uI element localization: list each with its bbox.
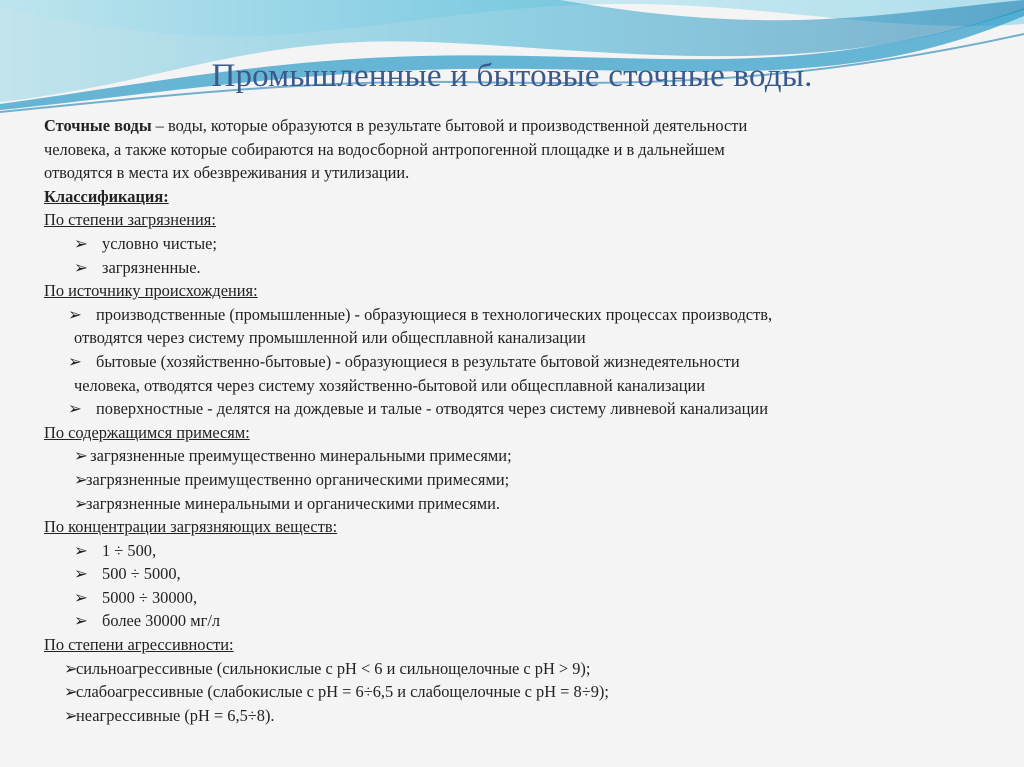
definition-line-1 — [44, 114, 1004, 138]
classification-heading: Классификация: — [44, 186, 169, 206]
arrow-bullet-icon: ➢ — [64, 705, 78, 725]
arrow-bullet-icon: ➢ — [74, 587, 88, 607]
origin-heading: По источнику происхождения: — [44, 281, 258, 301]
definition-term: Сточные воды — [44, 116, 152, 135]
definition-line-2: человека, а также которые собираются на водосборной антропогенной площадке и в дальнейшем — [44, 139, 725, 159]
arrow-bullet-icon: ➢ — [74, 564, 88, 584]
list-item: ➢ 1 ÷ 500, — [44, 539, 1004, 563]
arrow-bullet-icon: ➢ — [74, 469, 88, 489]
list-item-continuation: отводятся через систему промышленной или общесплавной канализации — [74, 328, 586, 348]
pollution-heading: По степени загрязнения: — [44, 210, 216, 230]
arrow-bullet-icon: ➢ — [68, 351, 82, 371]
list-item: ➢неагрессивные (pH = 6,5÷8). — [44, 704, 1004, 728]
list-item: ➢ более 30000 мг/л — [44, 609, 1004, 633]
arrow-bullet-icon: ➢ — [74, 540, 88, 560]
list-item: ➢загрязненные минеральными и органическими примесями. — [44, 492, 1004, 516]
list-item: ➢ бытовые (хозяйственно-бытовые) - образующиеся в результате бытовой жизнедеятельности — [44, 350, 1004, 374]
arrow-bullet-icon: ➢ — [74, 493, 88, 513]
list-item: ➢ 500 ÷ 5000, — [44, 562, 1004, 586]
definition-line-3: отводятся в места их обезвреживания и утилизации. — [44, 163, 410, 183]
impurities-heading: По содержащимся примесям: — [44, 422, 250, 442]
list-item: ➢сильноагрессивные (сильнокислые с pH < 6 и сильнощелочные с pH > 9); — [44, 657, 1004, 681]
definition-text-1: – воды, которые образуются в результате бытовой и производственной деятельности — [151, 116, 748, 135]
list-item: ➢ условно чистые; — [44, 232, 1004, 256]
slide-title: Промышленные и бытовые сточные воды. — [211, 58, 813, 94]
list-item: ➢ загрязненные. — [44, 256, 1004, 280]
list-item: ➢слабоагрессивные (слабокислые с pH = 6÷6,5 и слабощелочные с pH = 8÷9); — [44, 680, 1004, 704]
arrow-bullet-icon: ➢ — [74, 446, 88, 466]
slide-body — [44, 114, 1004, 727]
list-item: ➢ поверхностные - делятся на дождевые и талые - отводятся через систему ливневой канализации — [44, 397, 1004, 421]
list-item-continuation: человека, отводятся через систему хозяйственно-бытовой или общесплавной канализации — [74, 375, 706, 395]
list-item: ➢загрязненные преимущественно органическими примесями; — [44, 468, 1004, 492]
aggressiveness-heading: По степени агрессивности: — [44, 635, 234, 655]
arrow-bullet-icon: ➢ — [74, 233, 88, 253]
arrow-bullet-icon: ➢ — [74, 611, 88, 631]
list-item: ➢ 5000 ÷ 30000, — [44, 586, 1004, 610]
arrow-bullet-icon: ➢ — [64, 658, 78, 678]
list-item: ➢ загрязненные преимущественно минеральными примесями; — [44, 444, 1004, 468]
list-item: ➢ производственные (промышленные) - образующиеся в технологических процессах производств, — [44, 303, 1004, 327]
concentration-heading: По концентрации загрязняющих веществ: — [44, 517, 338, 537]
arrow-bullet-icon: ➢ — [68, 304, 82, 324]
arrow-bullet-icon: ➢ — [74, 257, 88, 277]
arrow-bullet-icon: ➢ — [64, 682, 78, 702]
arrow-bullet-icon: ➢ — [68, 399, 82, 419]
